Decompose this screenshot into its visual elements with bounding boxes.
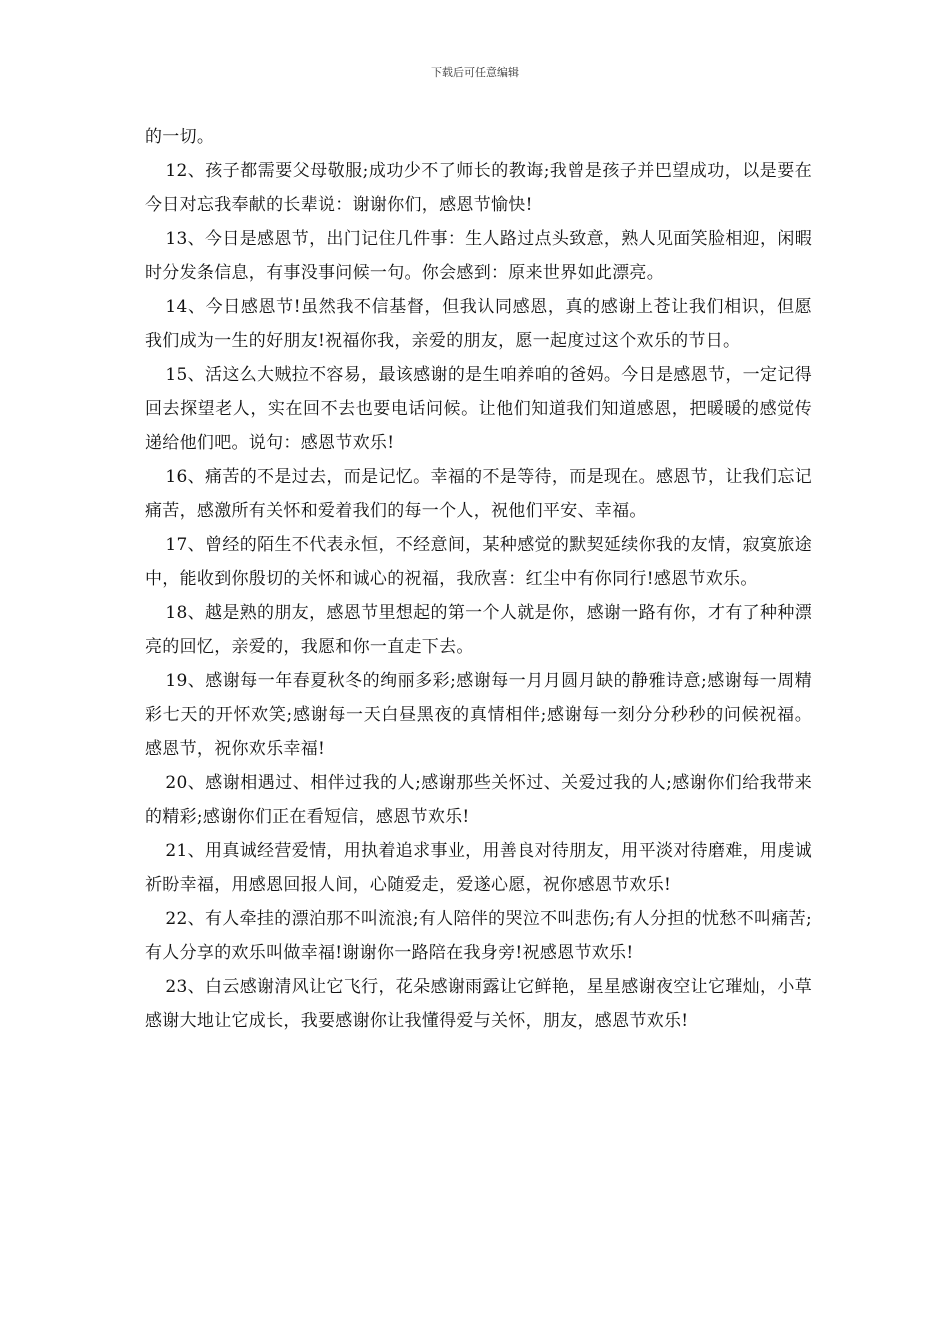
paragraph-21: 21、用真诚经营爱情，用执着追求事业，用善良对待朋友，用平淡对待磨难，用虔诚祈盼幸福，用感恩回报人间，心随爱走，爱遂心愿，祝你感恩节欢乐!	[145, 841, 812, 895]
paragraph-0: 的一切。	[145, 127, 215, 147]
paragraph-20: 20、感谢相遇过、相伴过我的人;感谢那些关怀过、关爱过我的人;感谢你们给我带来的精彩;感谢你们正在看短信，感恩节欢乐!	[145, 773, 812, 827]
paragraph-17: 17、曾经的陌生不代表永恒，不经意间，某种感觉的默契延续你我的友情，寂寞旅途中，能收到你殷切的关怀和诚心的祝福，我欣喜：红尘中有你同行!感恩节欢乐。	[145, 535, 812, 589]
paragraph-22: 22、有人牵挂的漂泊那不叫流浪;有人陪伴的哭泣不叫悲伤;有人分担的忧愁不叫痛苦;有人分享的欢乐叫做幸福!谢谢你一路陪在我身旁!祝感恩节欢乐!	[145, 909, 812, 963]
paragraph-16: 16、痛苦的不是过去，而是记忆。幸福的不是等待，而是现在。感恩节，让我们忘记痛苦，感激所有关怀和爱着我们的每一个人，祝他们平安、幸福。	[145, 467, 812, 521]
paragraph-12: 12、孩子都需要父母敬服;成功少不了师长的教诲;我曾是孩子并巴望成功，以是要在今日对忘我奉献的长辈说：谢谢你们，感恩节愉快!	[145, 161, 812, 215]
paragraph-13: 13、今日是感恩节，出门记住几件事：生人路过点头致意，熟人见面笑脸相迎，闲暇时分发条信息，有事没事问候一句。你会感到：原来世界如此漂亮。	[145, 229, 812, 283]
paragraph-15: 15、活这么大贼拉不容易，最该感谢的是生咱养咱的爸妈。今日是感恩节，一定记得回去探望老人，实在回不去也要电话问候。让他们知道我们知道感恩，把暖暖的感觉传递给他们吧。说句：感恩节欢乐!	[145, 365, 812, 453]
paragraph-23: 23、白云感谢清风让它飞行，花朵感谢雨露让它鲜艳，星星感谢夜空让它璀灿，小草感谢大地让它成长，我要感谢你让我懂得爱与关怀，朋友，感恩节欢乐!	[145, 977, 812, 1031]
paragraph-18: 18、越是熟的朋友，感恩节里想起的第一个人就是你，感谢一路有你，才有了种种漂亮的回忆，亲爱的，我愿和你一直走下去。	[145, 603, 812, 657]
paragraph-19: 19、感谢每一年春夏秋冬的绚丽多彩;感谢每一月月圆月缺的静雅诗意;感谢每一周精彩七天的开怀欢笑;感谢每一天白昼黑夜的真情相伴;感谢每一刻分分秒秒的问候祝福。感恩节，祝你欢乐幸福!	[145, 671, 812, 759]
paragraph-14: 14、今日感恩节!虽然我不信基督，但我认同感恩，真的感谢上苍让我们相识，但愿我们成为一生的好朋友!祝福你我，亲爱的朋友，愿一起度过这个欢乐的节日。	[145, 297, 812, 351]
document-body	[145, 120, 812, 1038]
page-header: 下载后可任意编辑	[431, 66, 519, 79]
